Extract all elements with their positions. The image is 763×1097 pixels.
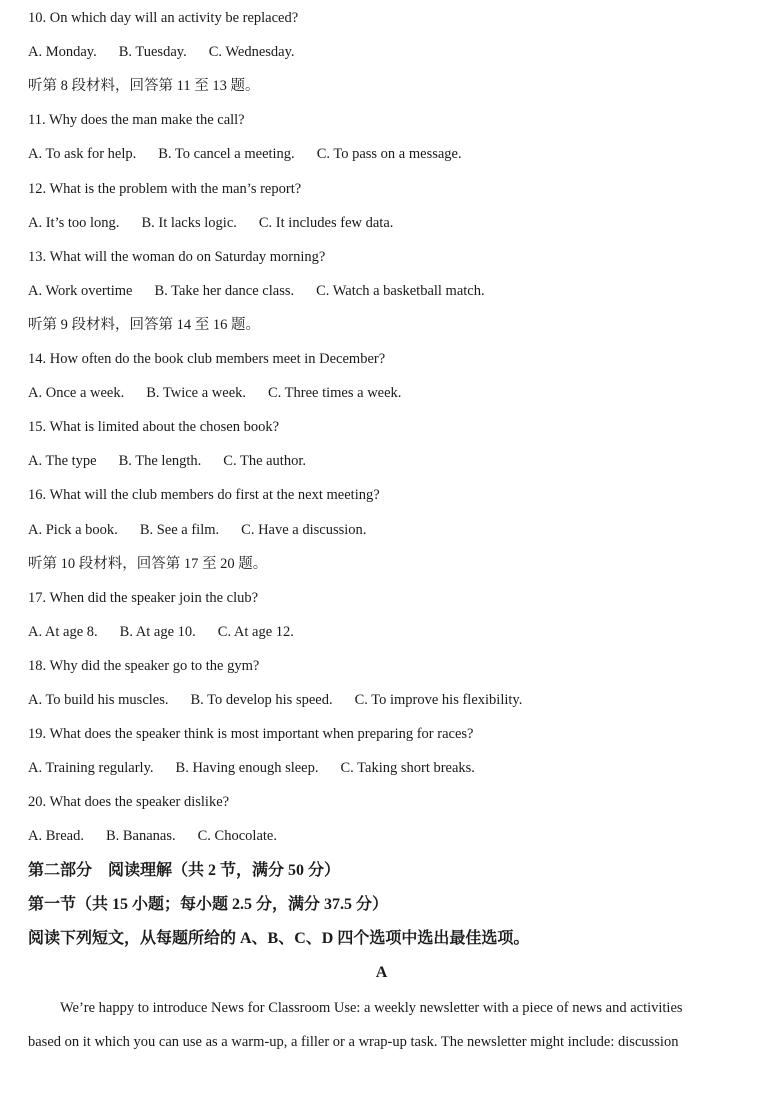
part-two-heading: 第二部分 阅读理解（共 2 节，满分 50 分） [28,862,341,879]
answer-option: B. Having enough sleep. [175,760,319,776]
answer-options [28,214,393,232]
question-line: 20. What does the speaker dislike? [28,794,230,810]
answer-option: B. The length. [118,453,202,469]
answer-option: C. Three times a week. [268,385,402,401]
answer-option: A. Monday. [28,44,97,60]
answer-option: A. To ask for help. [28,146,137,162]
question-line: 10. On which day will an activity be replaced? [28,10,299,26]
answer-option: C. Watch a basketball match. [316,283,485,299]
passage-paragraph-line-1: We’re happy to introduce News for Classroom Use: a weekly newsletter with a piece of news and activities [60,1000,683,1016]
reading-instruction: 阅读下列短文，从每题所给的 A、B、C、D 四个选项中选出最佳选项。 [28,930,530,947]
question-line: 13. What will the woman do on Saturday morning? [28,249,326,265]
question-line: 18. Why did the speaker go to the gym? [28,658,260,674]
answer-options [28,145,462,163]
question-line: 17. When did the speaker join the club? [28,590,259,606]
answer-options [28,623,294,641]
answer-option: A. Work overtime [28,283,133,299]
answer-options [28,521,366,539]
question-line: 听第 8 段材料，回答第 11 至 13 题。 [28,78,260,94]
section-one-heading: 第一节（共 15 小题；每小题 2.5 分，满分 37.5 分） [28,896,389,913]
answer-option: C. At age 12. [217,624,294,640]
answer-options [28,384,401,402]
answer-option: C. Have a discussion. [241,522,367,538]
question-line: 11. Why does the man make the call? [28,112,245,128]
answer-options [28,827,277,845]
answer-option: B. Take her dance class. [154,283,295,299]
answer-option: A. Pick a book. [28,522,118,538]
answer-options [28,691,522,709]
answer-option: B. Tuesday. [118,44,187,60]
passage-title: A [375,964,388,981]
answer-option: A. Training regularly. [28,760,154,776]
answer-options [28,43,295,61]
answer-option: C. It includes few data. [258,215,394,231]
answer-option: A. Once a week. [28,385,125,401]
answer-option: B. To cancel a meeting. [158,146,295,162]
answer-option: B. It lacks logic. [141,215,237,231]
answer-option: B. Twice a week. [146,385,246,401]
answer-option: A. At age 8. [28,624,98,640]
question-line: 19. What does the speaker think is most important when preparing for races? [28,726,474,742]
answer-option: A. The type [28,453,97,469]
question-line: 听第 9 段材料，回答第 14 至 16 题。 [28,317,260,333]
answer-option: B. To develop his speed. [190,692,333,708]
answer-option: A. To build his muscles. [28,692,169,708]
answer-option: B. Bananas. [105,828,176,844]
answer-option: C. Wednesday. [208,44,295,60]
answer-option: C. To pass on a message. [316,146,462,162]
answer-options [28,759,475,777]
answer-option: C. Taking short breaks. [340,760,475,776]
answer-option: A. Bread. [28,828,84,844]
answer-option: C. Chocolate. [197,828,277,844]
answer-option: C. To improve his flexibility. [354,692,523,708]
answer-option: C. The author. [223,453,306,469]
question-line: 15. What is limited about the chosen book? [28,419,280,435]
answer-option: B. At age 10. [119,624,196,640]
question-line: 16. What will the club members do first at the next meeting? [28,487,380,503]
passage-paragraph-line-2: based on it which you can use as a warm-up, a filler or a wrap-up task. The newsletter might include: discussion [28,1034,679,1050]
answer-option: A. It’s too long. [28,215,120,231]
question-line: 14. How often do the book club members meet in December? [28,351,386,367]
answer-option: B. See a film. [139,522,220,538]
question-line: 12. What is the problem with the man’s report? [28,181,302,197]
answer-options [28,452,306,470]
answer-options [28,282,485,300]
question-line: 听第 10 段材料，回答第 17 至 20 题。 [28,556,268,572]
